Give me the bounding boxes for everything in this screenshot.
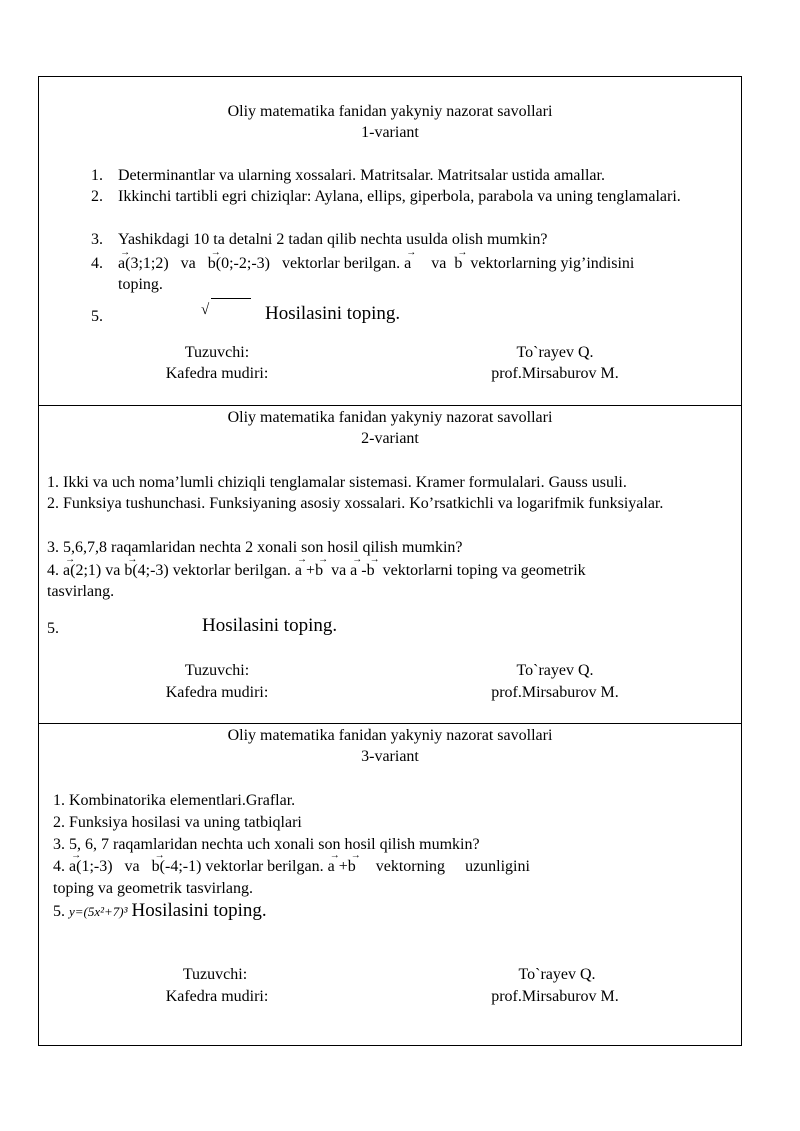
vector-b: → b	[124, 560, 132, 581]
head-label: Kafedra mudiri:	[165, 684, 269, 701]
v1-question-1: 1. Determinantlar va ularning xossalari. Matritsalar. Matritsalar ustida amallar.	[91, 167, 605, 184]
variant-2-title: Oliy matematika fanidan yakyniy nazorat savollari	[227, 409, 553, 426]
vector-b: → b	[208, 253, 216, 274]
v2-question-4: 4. → a(2;1) va → b(4;-3) vektorlar berilgan. → a +→ b va → a -→ b vektorlarni toping va geometrik	[47, 560, 737, 581]
v3-question-2: 2. Funksiya hosilasi va uning tatbiqlari	[53, 814, 302, 831]
derivative-formula: y=(5x²+7)³	[69, 904, 128, 919]
variant-1-block: Oliy matematika fanidan yakyniy nazorat savollari 1-variant 1. Determinantlar va ularning xossalari. Matritsalar. Matritsalar ustida amallar. 2. Ikkinchi tartibli egri chiziqlar: Aylana, ellips, giperbola, parabola va uning tenglamalari. 3. Yashikdagi 10 ta detalni 2 tadan qilib nechta usulda olish mumkin? 4. → a(3;1;2) va → b(0;-2;-3) vektorlar berilgan. → a va → b vektorlarning yig’indisini toping. 5. √ Hosilasini toping. Tuzuvchi: To`rayev Q. Kafedra mudiri: prof.Mirsaburov M.	[39, 77, 741, 405]
vector-b: → b	[348, 856, 356, 877]
variant-2-label: 2-variant	[361, 430, 419, 447]
variant-1-label: 1-variant	[361, 124, 419, 141]
vector-a: → a	[404, 253, 411, 274]
head-label: Kafedra mudiri:	[165, 988, 269, 1005]
v2-question-4-cont: tasvirlang.	[47, 583, 115, 600]
sqrt-bar	[211, 298, 251, 299]
variant-3-label: 3-variant	[361, 748, 419, 765]
vector-a: → a	[69, 856, 76, 877]
v3-question-4: 4. → a(1;-3) va → b(-4;-1) vektorlar berilgan. → a +→ b vektorning uzunligini	[53, 856, 733, 877]
vector-b: → b	[367, 560, 375, 581]
sqrt-icon: √	[201, 302, 210, 318]
head-name: prof.Mirsaburov M.	[491, 988, 619, 1005]
vector-a: → a	[118, 253, 125, 274]
vector-b: → b	[454, 253, 462, 274]
variant-3-block	[39, 723, 741, 1045]
v2-question-2: 2. Funksiya tushunchasi. Funksiyaning asosiy xossalari. Ko’rsatkichli va logarifmik funksiyalar.	[47, 495, 664, 512]
v1-question-3: 3. Yashikdagi 10 ta detalni 2 tadan qilib nechta usulda olish mumkin?	[91, 231, 548, 248]
v2-question-1: 1. Ikki va uch noma’lumli chiziqli tenglamalar sistemasi. Kramer formulalari. Gauss usuli.	[47, 474, 627, 491]
compiler-name: To`rayev Q.	[516, 662, 594, 679]
compiler-label: Tuzuvchi:	[184, 662, 250, 679]
head-name: prof.Mirsaburov M.	[491, 684, 619, 701]
vector-b: → b	[315, 560, 323, 581]
compiler-label: Tuzuvchi:	[182, 966, 248, 983]
v3-question-4-cont: toping va geometrik tasvirlang.	[53, 880, 253, 897]
variant-2-block	[39, 405, 741, 723]
vector-a: → a	[63, 560, 70, 581]
head-name: prof.Mirsaburov M.	[491, 365, 619, 382]
compiler-name: To`rayev Q.	[518, 966, 596, 983]
variant-1-title: Oliy matematika fanidan yakyniy nazorat savollari	[227, 103, 553, 120]
variant-3-title: Oliy matematika fanidan yakyniy nazorat savollari	[227, 727, 553, 744]
v3-question-1: 1. Kombinatorika elementlari.Graflar.	[53, 792, 296, 809]
vector-a: → a	[328, 856, 335, 877]
vector-b: → b	[152, 856, 160, 877]
vector-a: → a	[295, 560, 302, 581]
head-label: Kafedra mudiri:	[165, 365, 269, 382]
v1-question-4: 4. → a(3;1;2) va → b(0;-2;-3) vektorlar berilgan. → a va → b vektorlarning yig’indisini toping.	[78, 253, 733, 295]
vector-a: → a	[350, 560, 357, 581]
compiler-name: To`rayev Q.	[516, 344, 594, 361]
compiler-label: Tuzuvchi:	[184, 344, 250, 361]
v1-q5-text: Hosilasini toping.	[265, 303, 401, 324]
exam-sheet	[38, 76, 742, 1046]
v1-question-2: 2. Ikkinchi tartibli egri chiziqlar: Aylana, ellips, giperbola, parabola va uning tenglamalari.	[91, 188, 681, 205]
v3-question-3: 3. 5, 6, 7 raqamlaridan nechta uch xonali son hosil qilish mumkin?	[53, 836, 480, 853]
v2-question-3: 3. 5,6,7,8 raqamlaridan nechta 2 xonali son hosil qilish mumkin?	[47, 539, 463, 556]
v2-question-5: 5. Hosilasini toping.	[47, 615, 338, 637]
v3-question-5: 5. y=(5x²+7)³ Hosilasini toping.	[53, 900, 267, 921]
